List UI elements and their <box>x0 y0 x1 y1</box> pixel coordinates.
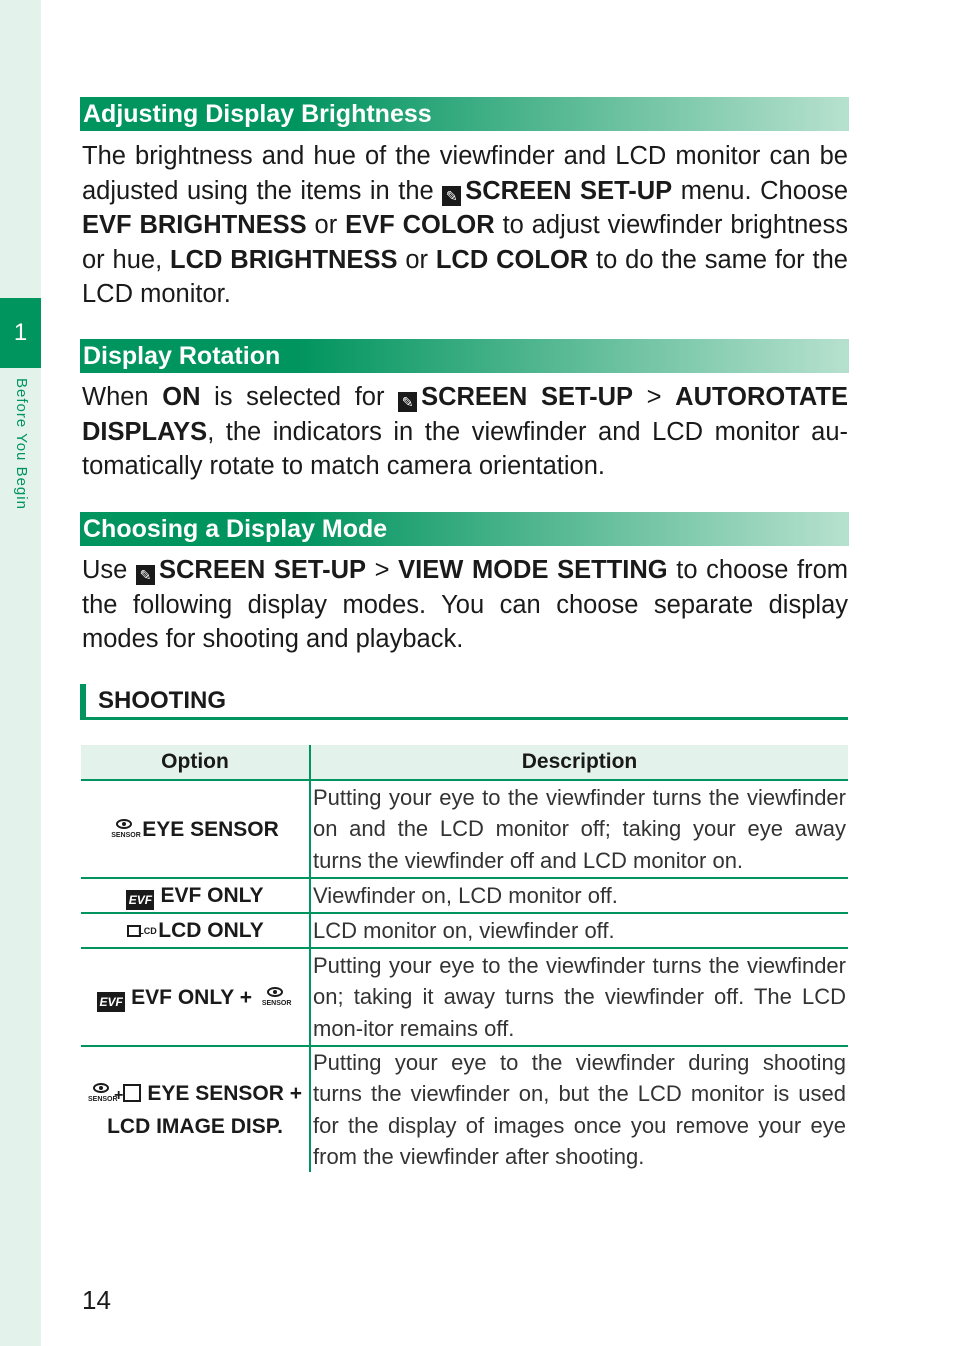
column-header-description: Description <box>310 745 848 780</box>
chapter-tab: 1 <box>0 298 41 368</box>
option-cell: LCD LCD ONLY <box>81 913 310 948</box>
display-mode-table <box>81 745 848 1172</box>
description-cell: Putting your eye to the viewfinder turns the viewfinder on; taking it away turns the viewfinder off. The LCD mon-itor remains off. <box>310 948 848 1046</box>
option-cell: SENSOR + EYE SENSOR + LCD IMAGE DISP. <box>81 1046 310 1172</box>
wrench-setup-icon: ✎ <box>136 565 155 585</box>
table-row <box>81 780 848 878</box>
eye-sensor-icon: SENSOR <box>88 1082 114 1104</box>
description-cell: Putting your eye to the viewfinder during shooting turns the viewfinder on, but the LCD monitor is used for the display of images once you remove your eye from the viewfinder after shooting. <box>313 1050 846 1169</box>
option-cell: SENSOR EYE SENSOR <box>81 780 310 878</box>
shooting-heading: SHOOTING <box>80 684 848 720</box>
option-cell: EVF EVF ONLY + SENSOR <box>81 948 310 1046</box>
evf-icon: EVF <box>97 992 125 1012</box>
eye-sensor-icon: SENSOR <box>262 986 288 1008</box>
description-cell: Viewfinder on, LCD monitor off. <box>310 878 848 913</box>
wrench-setup-icon: ✎ <box>398 392 417 412</box>
section-heading-rotation: Display Rotation <box>80 339 849 373</box>
table-row <box>81 1046 848 1172</box>
section-heading-display-mode: Choosing a Display Mode <box>80 512 849 546</box>
display-mode-paragraph: Use ✎ SCREEN SET-UP > VIEW MODE SETTING to choose from the following display modes. You can choose separate display modes for shooting and playback. <box>82 556 849 653</box>
chapter-label: Before You Begin <box>13 378 30 510</box>
column-header-option: Option <box>81 745 310 780</box>
rotation-paragraph: When ON is selected for ✎ SCREEN SET-UP > AUTOROTATE DISPLAYS, the indicators in the viewfinder and LCD monitor au-tomatically rotate to match camera orientation. <box>82 383 848 480</box>
wrench-setup-icon: ✎ <box>442 186 461 206</box>
side-strip <box>0 0 41 1346</box>
brightness-paragraph: The brightness and hue of the viewfinder and LCD monitor can be adjusted using the items in the ✎ SCREEN SET-UP menu. Choose EVF BRIGHTNESS or EVF COLOR to adjust viewfinder brightness or hue, LCD BRIGHTNESS or LCD COLOR to do the same for the LCD monitor. <box>82 142 849 308</box>
section-heading-brightness: Adjusting Display Brightness <box>80 97 849 131</box>
image-display-icon <box>123 1084 141 1102</box>
option-cell: EVF EVF ONLY <box>81 878 310 913</box>
table-header-row <box>81 745 848 780</box>
evf-icon: EVF <box>126 890 154 910</box>
lcd-icon: LCD <box>126 918 152 940</box>
eye-sensor-icon: SENSOR <box>111 818 137 840</box>
page-number: 14 <box>82 1285 111 1315</box>
description-cell: LCD monitor on, viewfinder off. <box>310 913 848 948</box>
table-row <box>81 878 848 913</box>
description-cell: Putting your eye to the viewfinder turns the viewfinder on and the LCD monitor off; taking your eye away turns the viewfinder off and LCD monitor on. <box>310 780 848 878</box>
table-row <box>81 913 848 948</box>
table-row <box>81 948 848 1046</box>
